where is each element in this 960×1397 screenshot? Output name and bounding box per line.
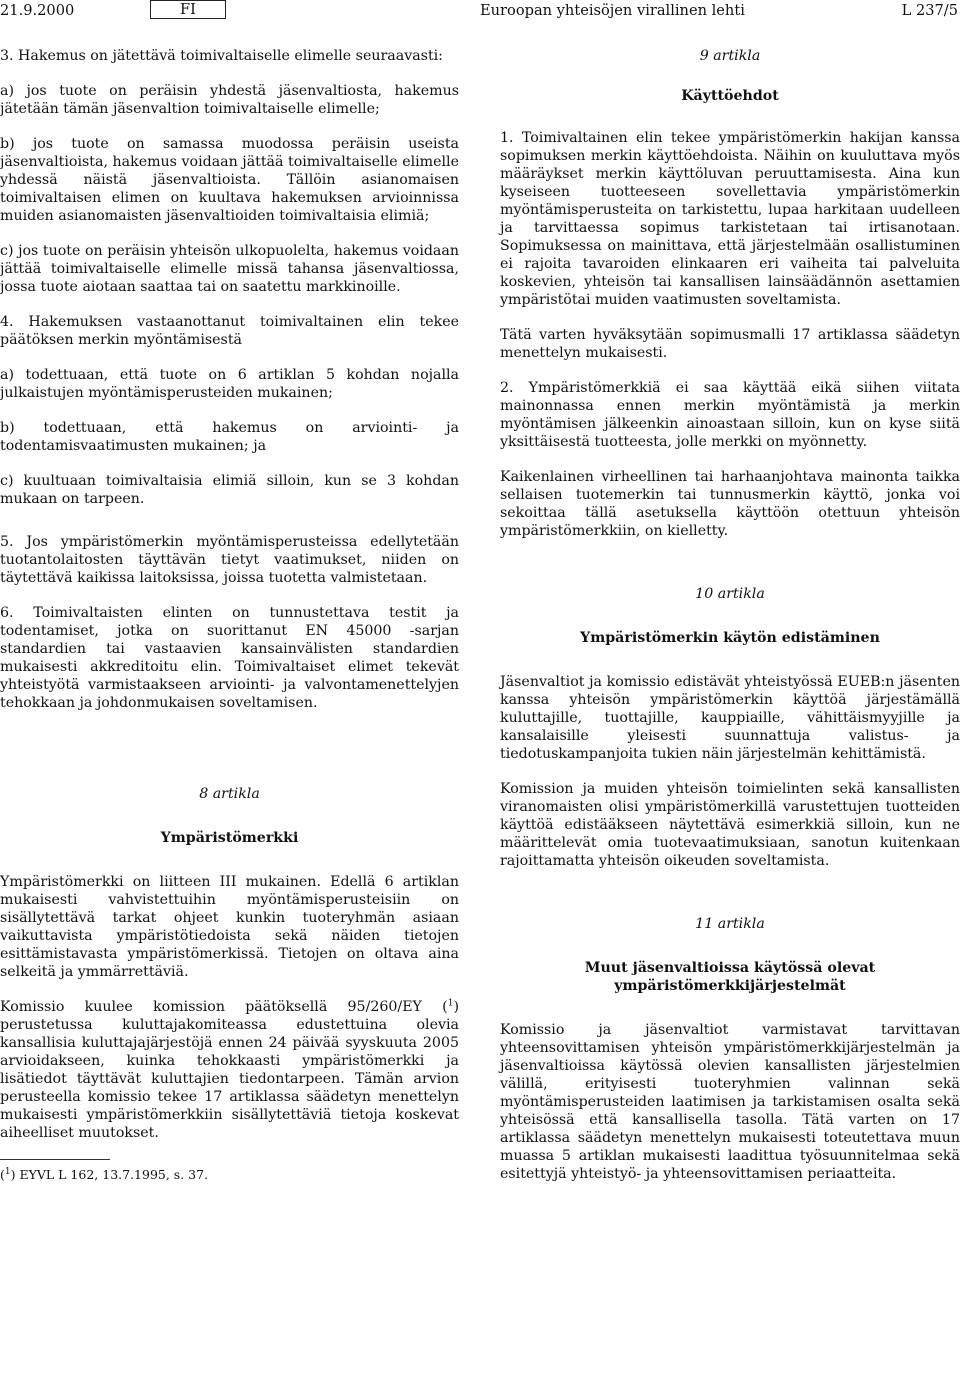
paragraph-4c: c) kuultuaan toimivaltaisia elimiä silloin, kun se 3 kohdan mukaan on tarpeen.: [0, 473, 459, 507]
paragraph-6: 6. Toimivaltaisten elinten on tunnustettava testit ja todentamiset, jotka on suorittanut EN 45000 -sarjan standardien tai vastaavien kansainvälisten standardien mukaisesti akkreditoitu elin. Toimivaltaiset elimet tekevät yhteistyötä varmistaakseen arviointi- ja valvontamenettelyjen tehokkaan ja johdonmukaisen soveltamisen.: [0, 605, 459, 711]
article-8-paragraph-2: Komissio kuulee komission päätöksellä 95/260/EY ($^1$) perustetussa kuluttajakomiteassa edustettuina olevia kansallisia kuluttajajärjestöjä ennen 24 päivää syyskuuta 2005 arvioidakseen, kuinka tehokkaasti ympäristömerkki ja lisätiedot täyttävät kuluttajien tiedontarpeen. Tämän arvion perusteella komissio tekee 17 artiklassa säädetyn menettelyn mukaisesti ympäristömerkkiin sisällytettäviä tietoja koskevat aiheelliset muutokset.: [0, 998, 459, 1141]
right-column: [500, 47, 960, 1200]
article-9-paragraph-3: Kaikenlainen virheellinen tai harhaanjohtava mainonta taikka sellaisen tuotemerkin tai tunnusmerkin käyttö, jonka voi sekoittaa tällä asetuksella käyttöön otettuun yhteisön ympäristömerkkiin, on kielletty.: [500, 469, 960, 539]
article-10-paragraph-1: Jäsenvaltiot ja komissio edistävät yhteistyössä EUEB:n jäsenten kanssa yhteisön ympäristömerkin käyttöä järjestämällä kuluttajille, tuottajille, kauppiaille, vähittäismyyjille ja kansalaisille yleisesti suunnattuja valistus- ja tiedotuskampanjoita tukien näin järjestelmän kehittämistä.: [500, 674, 960, 762]
article-8-paragraph-1: Ympäristömerkki on liitteen III mukainen. Edellä 6 artiklan mukaisesti vahvistettuihin myöntämisperusteisiin on sisällytettävä tarkat ohjeet kunkin tuoteryhmän asiaan vaikuttavista ympäristötiedoista sekä näiden tietojen esittämistavasta ympäristömerkissä. Tietojen on oltava aina selkeitä ja ymmärrettäviä.: [0, 874, 459, 980]
paragraph-4b: b) todettuaan, että hakemus on arviointi- ja todentamisvaatimusten mukainen; ja: [0, 420, 459, 454]
article-10-number: 10 artikla: [695, 586, 765, 602]
article-11-number: 11 artikla: [695, 916, 765, 932]
article-8-title: Ympäristömerkki: [160, 830, 299, 846]
journal-title: Euroopan yhteisöjen virallinen lehti: [480, 2, 745, 19]
article-11-paragraph-1: Komissio ja jäsenvaltiot varmistavat tarvittavan yhteensovittamisen yhteisön ympäristömerkkijärjestelmän ja jäsenvaltioissa käytössä olevien kansallisten järjestelmien välillä, erityisesti tuoteryhmien valinnan sekä myöntämisperusteiden laatimisen ja tarkistamisen osalta sekä yhteisössä että kansallisella tasolla. Tätä varten on 17 artiklassa säädetyn menettelyn mukaisesti toteutettava muun muassa 5 artiklan mukaisesti laadittua työsuunnitelmaa sekä esitettyjä yhteistyö- ja yhteensovittamisen periaatteita.: [500, 1022, 960, 1182]
left-column: [0, 47, 459, 1184]
footnote-separator: [0, 1159, 110, 1160]
article-9-paragraph-1b: Tätä varten hyväksytään sopimusmalli 17 artiklassa säädetyn menettelyn mukaisesti.: [500, 327, 960, 361]
paragraph-3a: a) jos tuote on peräisin yhdestä jäsenvaltiosta, hakemus jätetään tämän jäsenvaltion toimivaltaiselle elimelle;: [0, 83, 459, 117]
paragraph-3c: c) jos tuote on peräisin yhteisön ulkopuolelta, hakemus voidaan jättää toimivaltaiselle elimelle missä tahansa jäsenvaltiossa, jossa tuote aiotaan saattaa tai on saatettu markkinoille.: [0, 243, 459, 295]
page-header: [0, 0, 960, 24]
article-9-title: Käyttöehdot: [681, 88, 779, 104]
paragraph-3: 3. Hakemus on jätettävä toimivaltaiselle elimelle seuraavasti:: [0, 48, 443, 64]
footnote-reference: 1: [447, 998, 454, 1009]
article-8-number: 8 artikla: [199, 786, 260, 802]
publication-date: 21.9.2000: [0, 2, 75, 19]
paragraph-3b: b) jos tuote on samassa muodossa peräisin useista jäsenvaltioista, hakemus voidaan jättää toimivaltaiselle elimelle yhdessä näistä jäsenvaltioista. Tällöin asianomaisen toimivaltaisen elimen on kuultava hakemuksen arvioinnissa muiden asianomaisten jäsenvaltioiden toimivaltaisia elimiä;: [0, 136, 459, 224]
footnote: ($^1$) EYVL L 162, 13.7.1995, s. 37.: [0, 1166, 209, 1182]
language-code-box: FI: [150, 0, 226, 19]
article-9-number: 9 artikla: [699, 48, 761, 64]
article-10-paragraph-2: Komission ja muiden yhteisön toimielinten sekä kansallisten viranomaisten olisi ympäristömerkillä varustettujen tuotteiden käyttöä edistääkseen näytettävä esimerkkiä silloin, kun ne määrittelevät omia tuotevaatimuksiaan, sanotun kuitenkaan rajoittamatta yhteisön oikeuden soveltamista.: [500, 781, 960, 869]
article-11-title: Muut jäsenvaltioissa käytössä olevat ympäristömerkkijärjestelmät: [584, 960, 876, 994]
article-9-paragraph-1: 1. Toimivaltainen elin tekee ympäristömerkin hakijan kanssa sopimuksen merkin käyttöehdoista. Näihin on kuuluttava myös määräykset merkin käyttöluvan peruuttamisesta. Aina kun kyseiseen tuotteeseen sovellettavia ympäristömerkin myöntämisperusteita on tarkistettu, lupaa harkitaan uudelleen ja tarvittaessa sopimus tarkistetaan tai irtisanotaan. Sopimuksessa on mainittava, että järjestelmään osallistuminen ei rajoita tavaroiden elinkaaren eri vaiheita tai palveluita koskevien, yhteisön tai kansallisen lainsäädännön asettamien ympäristötai muiden vaatimusten soveltamista.: [500, 130, 960, 308]
article-10-title: Ympäristömerkin käytön edistäminen: [580, 630, 880, 646]
paragraph-4a: a) todettuaan, että tuote on 6 artiklan 5 kohdan nojalla julkaistujen myöntämisperusteiden mukainen;: [0, 367, 459, 401]
paragraph-4: 4. Hakemuksen vastaanottanut toimivaltainen elin tekee päätöksen merkin myöntämisestä: [0, 314, 459, 348]
article-9-paragraph-2: 2. Ympäristömerkkiä ei saa käyttää eikä siihen viitata mainonnassa ennen merkin myöntämistä ja merkin myöntämisen jälkeenkin ainoastaan silloin, kun on kyse siitä yksittäisestä tuotteesta, jolle merkki on myönnetty.: [500, 380, 960, 450]
page-reference: L 237/5: [901, 2, 958, 19]
paragraph-5: 5. Jos ympäristömerkin myöntämisperusteissa edellytetään tuotantolaitosten täyttävän tietyt vaatimukset, niiden on täytettävä kaikissa laitoksissa, joissa tuotetta valmistetaan.: [0, 534, 459, 586]
